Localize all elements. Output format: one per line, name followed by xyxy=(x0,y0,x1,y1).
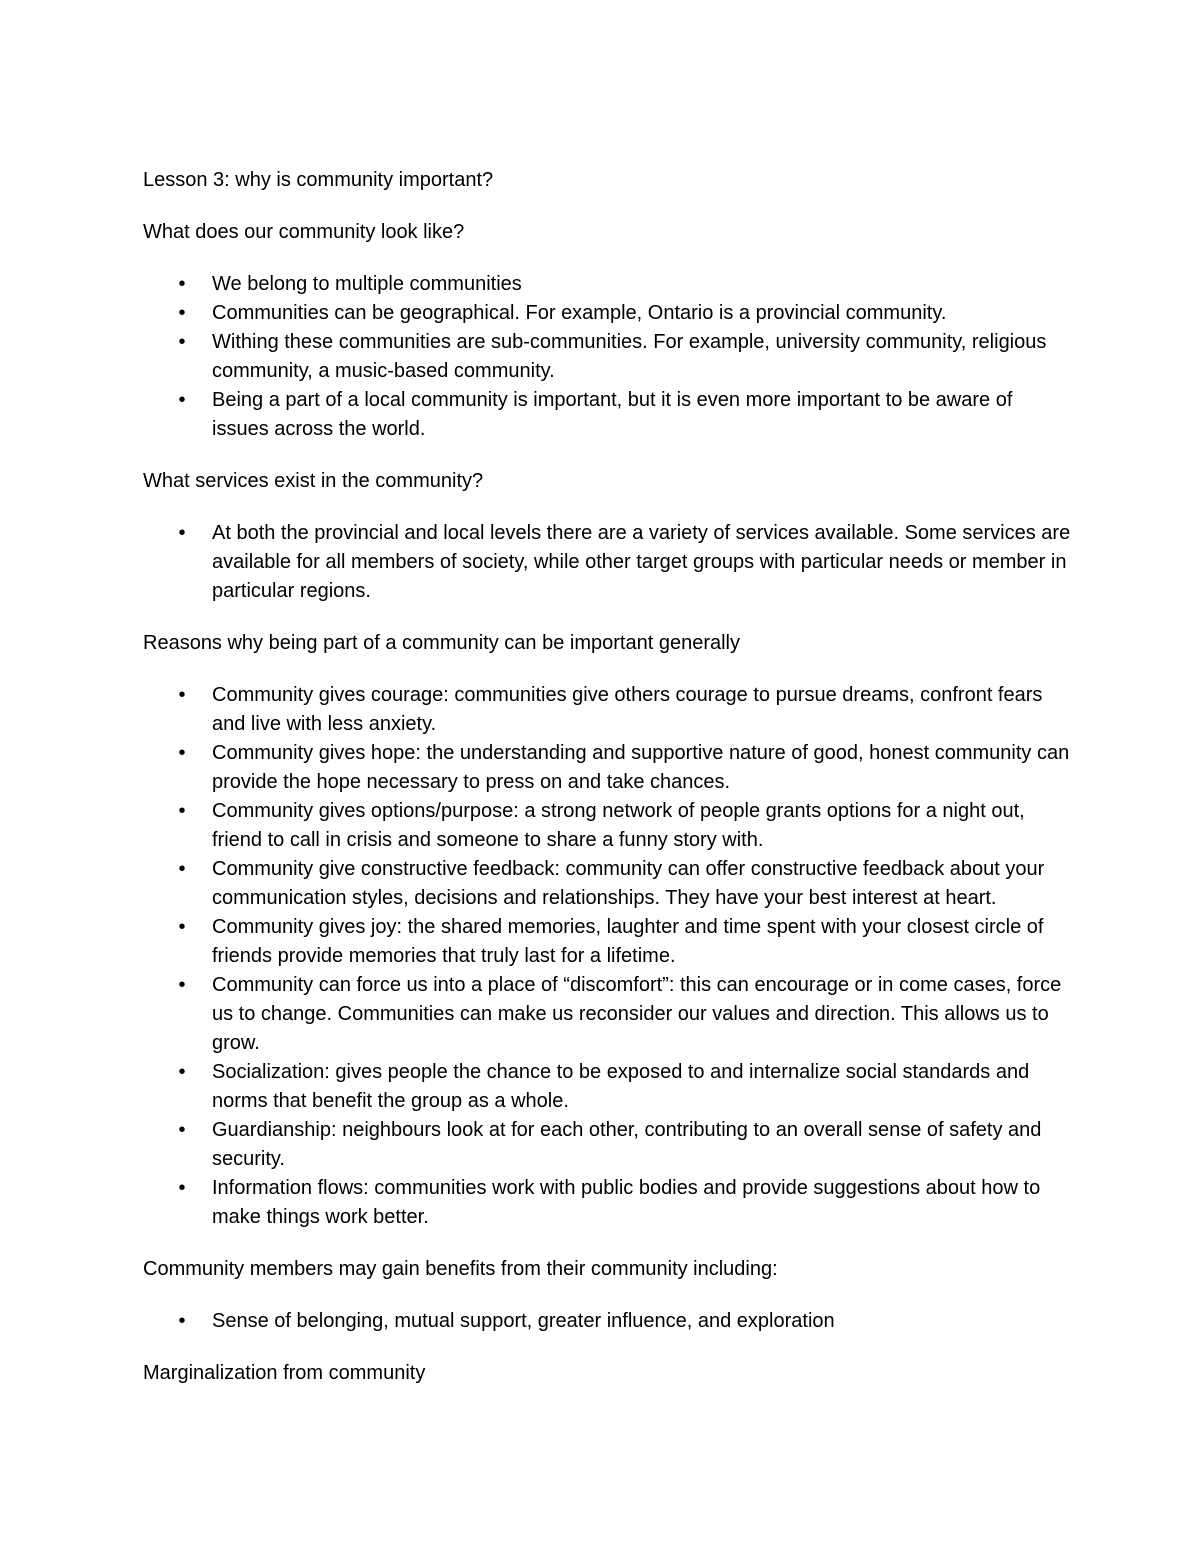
bullet-icon: • xyxy=(178,858,186,880)
list-item xyxy=(143,681,1072,739)
list-item-text: Sense of belonging, mutual support, greater influence, and exploration xyxy=(212,1310,835,1332)
list-item xyxy=(143,913,1072,971)
list-item-text: Being a part of a local community is important, but it is even more important to be aware of issues across the world. xyxy=(212,389,1013,440)
list-item-text: We belong to multiple communities xyxy=(212,273,522,295)
list-item-text: Community can force us into a place of “discomfort”: this can encourage or in come cases, force us to change. Communities can make us reconsider our values and direction. This allows us to grow. xyxy=(212,974,1062,1054)
list-item-text: Communities can be geographical. For example, Ontario is a provincial community. xyxy=(212,302,947,324)
bullet-icon: • xyxy=(178,1177,186,1199)
list-item xyxy=(143,1058,1072,1116)
document-title: Lesson 3: why is community important? xyxy=(143,169,494,191)
section-heading: Reasons why being part of a community can be important generally xyxy=(143,632,740,654)
bullet-icon: • xyxy=(178,1061,186,1083)
bullet-icon: • xyxy=(178,273,186,295)
bullet-icon: • xyxy=(178,522,186,544)
bullet-icon: • xyxy=(178,742,186,764)
section-heading: What services exist in the community? xyxy=(143,470,484,492)
list-item-text: Community gives joy: the shared memories, laughter and time spent with your closest circle of friends provide memories that truly last for a lifetime. xyxy=(212,916,1044,967)
list-item xyxy=(143,739,1072,797)
list-item xyxy=(143,519,1072,606)
section-heading: What does our community look like? xyxy=(143,221,465,243)
bullet-icon: • xyxy=(178,684,186,706)
list-item xyxy=(143,855,1072,913)
bullet-icon: • xyxy=(178,1119,186,1141)
list-item-text: Information flows: communities work with public bodies and provide suggestions about how to make things work better. xyxy=(212,1177,1041,1228)
bullet-icon: • xyxy=(178,916,186,938)
list-item xyxy=(143,270,1072,299)
list-item-text: Community gives hope: the understanding and supportive nature of good, honest community can provide the hope necessary to press on and take chances. xyxy=(212,742,1070,793)
list-item-text: Community gives courage: communities give others courage to pursue dreams, confront fears and live with less anxiety. xyxy=(212,684,1043,735)
list-item xyxy=(143,1116,1072,1174)
bullet-icon: • xyxy=(178,302,186,324)
list-item xyxy=(143,386,1072,444)
list-item-text: At both the provincial and local levels there are a variety of services available. Some services are available for all members of society, while other target groups with particular needs or member in particular regions. xyxy=(212,522,1071,602)
list-item-text: Community give constructive feedback: community can offer constructive feedback about your communication styles, decisions and relationships. They have your best interest at heart. xyxy=(212,858,1045,909)
list-item xyxy=(143,797,1072,855)
bullet-icon: • xyxy=(178,974,186,996)
list-item xyxy=(143,299,1072,328)
bullet-icon: • xyxy=(178,800,186,822)
list-item-text: Withing these communities are sub-communities. For example, university community, religious community, a music-based community. xyxy=(212,331,1047,382)
list-item xyxy=(143,1307,1072,1336)
list-item-text: Community gives options/purpose: a strong network of people grants options for a night out, friend to call in crisis and someone to share a funny story with. xyxy=(212,800,1025,851)
bullet-icon: • xyxy=(178,1310,186,1332)
bullet-list xyxy=(143,270,1080,444)
list-item-text: Guardianship: neighbours look at for each other, contributing to an overall sense of safety and security. xyxy=(212,1119,1042,1170)
bullet-icon: • xyxy=(178,331,186,353)
list-item xyxy=(143,971,1072,1058)
bullet-icon: • xyxy=(178,389,186,411)
bullet-list xyxy=(143,1307,1080,1336)
section-heading: Marginalization from community xyxy=(143,1362,426,1384)
bullet-list xyxy=(143,681,1080,1232)
list-item xyxy=(143,1174,1072,1232)
bullet-list xyxy=(143,519,1080,606)
list-item xyxy=(143,328,1072,386)
list-item-text: Socialization: gives people the chance to be exposed to and internalize social standards and norms that benefit the group as a whole. xyxy=(212,1061,1030,1112)
section-heading: Community members may gain benefits from their community including: xyxy=(143,1258,778,1280)
